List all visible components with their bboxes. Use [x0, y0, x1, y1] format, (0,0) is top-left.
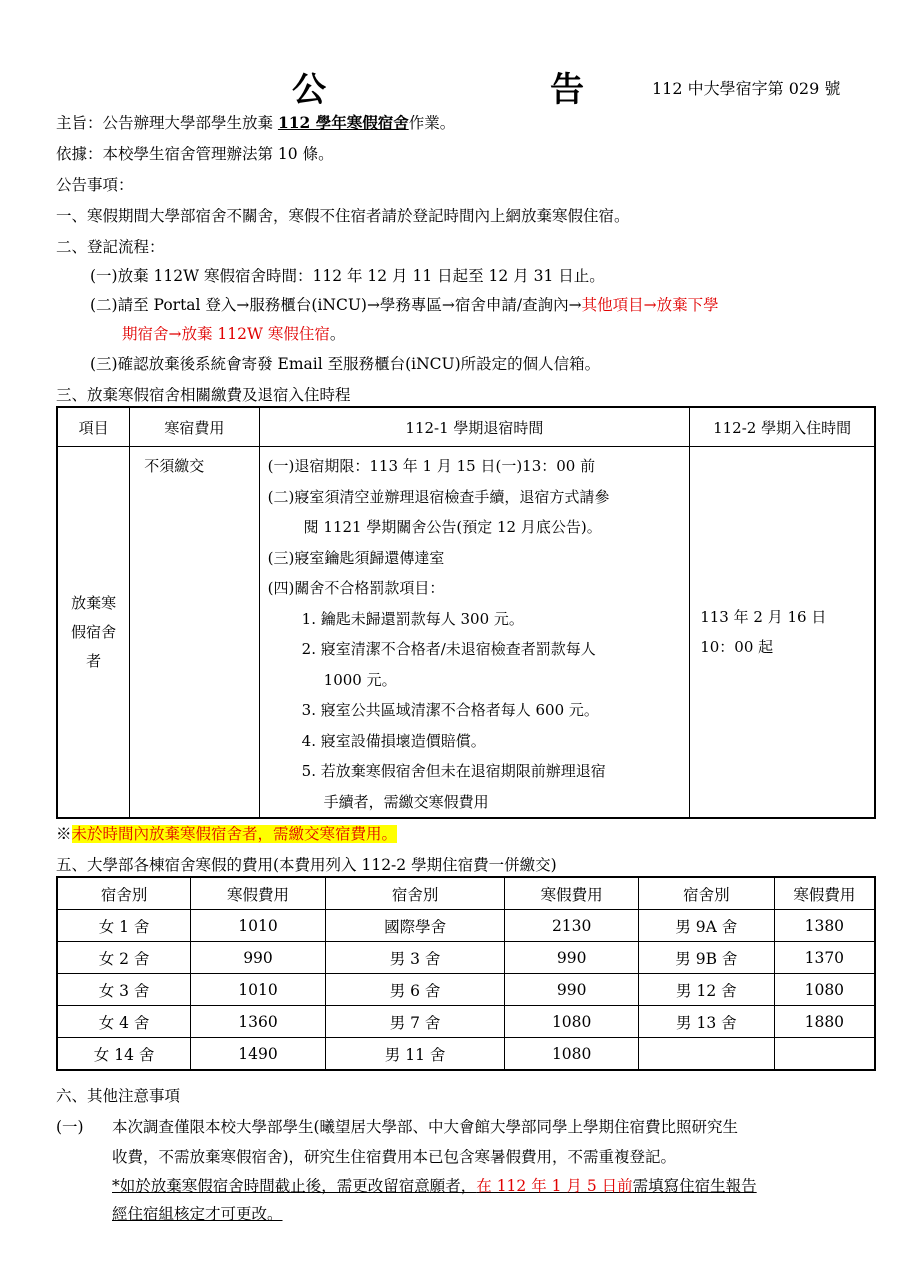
row-label-line: 假宿舍 [71, 622, 117, 641]
item-6-line-3 [112, 1174, 757, 1196]
header-cell: 寒假費用 [505, 877, 639, 910]
table-cell: 女 14 舍 [57, 1038, 191, 1071]
item-5-heading: 五、大學部各棟宿舍寒假的費用(本費用列入 112-2 學期住宿費一併繳交) [56, 856, 557, 874]
header-cell: 112-1 學期退宿時間 [259, 407, 690, 447]
table-cell: 1880 [774, 1006, 875, 1038]
header-cell: 宿舍別 [639, 877, 775, 910]
table-cell: 男 9A 舍 [639, 910, 775, 942]
table-cell: 男 12 舍 [639, 974, 775, 1006]
item-6-marker: (一) [56, 1118, 84, 1136]
table-cell: 男 6 舍 [325, 974, 504, 1006]
table-cell: 990 [191, 942, 326, 974]
fee-cell [130, 447, 259, 819]
checkout-line: 5. 若放棄寒假宿舍但未在退宿期限前辦理退宿 [301, 762, 606, 780]
item-6-line-3-b: 需填寫住宿生報告 [632, 1177, 757, 1195]
item-6-line-3-a: *如於放棄寒假宿舍時間截止後，需更改留宿意願者， [112, 1177, 477, 1195]
fee-value: 不須繳交 [144, 457, 205, 475]
table-cell: 男 3 舍 [325, 942, 504, 974]
dorm-fee-table [56, 876, 876, 1071]
item-6-line-1: 本次調查僅限本校大學部學生(曦望居大學部、中大會館大學部同學上學期住宿費比照研究生 [112, 1118, 739, 1136]
header-cell: 112-2 學期入住時間 [690, 407, 875, 447]
table-cell: 1010 [191, 974, 326, 1006]
table-row [57, 1006, 875, 1038]
table-cell: 女 2 舍 [57, 942, 191, 974]
checkout-line: 1. 鑰匙未歸還罰款每人 300 元。 [301, 609, 524, 628]
checkin-line: 10：00 起 [700, 638, 774, 656]
item-2-sub-2-cont [122, 322, 345, 344]
table-cell: 1080 [505, 1038, 639, 1071]
subject-suffix: 作業。 [408, 114, 456, 132]
header-cell: 寒假費用 [774, 877, 875, 910]
item-6-line-2: 收費，不需放棄寒假宿舍)，研究生住宿費用本已包含寒暑假費用，不需重複登記。 [112, 1148, 677, 1166]
checkout-line: 2. 寢室清潔不合格者/未退宿檢查者罰款每人 [301, 640, 596, 658]
table-row [57, 942, 875, 974]
subject-prefix: 主旨：公告辦理大學部學生放棄 [56, 114, 278, 132]
checkin-line: 113 年 2 月 16 日 [700, 608, 827, 626]
note-highlight: 未於時間內放棄寒假宿舍者，需繳交寒宿費用。 [71, 825, 398, 843]
title-char-left: 公 [292, 70, 326, 110]
item-6-heading: 六、其他注意事項 [56, 1087, 181, 1105]
note-mark: ※ [56, 825, 72, 843]
item-2-sub-2-red: 其他項目→放棄下學 [581, 296, 719, 314]
table-cell: 1490 [191, 1038, 326, 1071]
item-3-heading: 三、放棄寒假宿舍相關繳費及退宿入住時程 [56, 386, 351, 404]
subject-line [56, 111, 455, 133]
item-2-sub-2-red-cont: 期宿舍→放棄 112W 寒假住宿 [122, 325, 330, 343]
checkout-line: 閱 1121 學期關舍公告(預定 12 月底公告)。 [303, 518, 602, 536]
table-row [57, 1038, 875, 1071]
item-2-sub-1: (一)放棄 112W 寒假宿舍時間：112 年 12 月 11 日起至 12 月 31 日止。 [90, 267, 605, 285]
table-row [57, 910, 875, 942]
checkout-schedule-table [56, 406, 876, 819]
item-2-sub-3: (三)確認放棄後系統會寄發 Email 至服務櫃台(iNCU)所設定的個人信箱。 [90, 355, 601, 373]
checkin-cell [690, 447, 875, 819]
item-1: 一、寒假期間大學部宿舍不關舍，寒假不住宿者請於登記時間內上網放棄寒假住宿。 [56, 207, 630, 225]
table-cell: 女 3 舍 [57, 974, 191, 1006]
item-6-line-4: 經住宿組核定才可更改。 [112, 1205, 283, 1223]
table-cell: 1370 [774, 942, 875, 974]
table-cell: 女 1 舍 [57, 910, 191, 942]
table-cell: 男 9B 舍 [639, 942, 775, 974]
table-cell: 990 [505, 974, 639, 1006]
item-2-sub-2-end: 。 [329, 325, 346, 343]
checkout-line: (一)退宿期限：113 年 1 月 15 日(一)13：00 前 [267, 457, 596, 475]
table-header-row [57, 877, 875, 910]
table-cell: 男 13 舍 [639, 1006, 775, 1038]
basis-line: 依據：本校學生宿舍管理辦法第 10 條。 [56, 145, 334, 163]
checkout-line: (三)寢室鑰匙須歸還傳達室 [267, 548, 445, 567]
title-char-right: 告 [550, 70, 584, 110]
checkout-line: 3. 寢室公共區域清潔不合格者每人 600 元。 [301, 701, 599, 719]
table-cell: 男 7 舍 [325, 1006, 504, 1038]
table-cell: 990 [505, 942, 639, 974]
table-cell [774, 1038, 875, 1071]
checkout-line: 1000 元。 [323, 670, 397, 689]
table-cell: 1010 [191, 910, 326, 942]
header-cell: 宿舍別 [57, 877, 191, 910]
items-heading: 公告事項： [56, 176, 134, 194]
item-2-heading: 二、登記流程： [56, 238, 165, 256]
row-label-cell [57, 447, 130, 819]
table-cell [639, 1038, 775, 1071]
table-cell: 1380 [774, 910, 875, 942]
header-cell: 宿舍別 [325, 877, 504, 910]
table-cell: 1080 [505, 1006, 639, 1038]
table-cell: 1080 [774, 974, 875, 1006]
table-row [57, 974, 875, 1006]
item-2-sub-2-text: (二)請至 Portal 登入→服務櫃台(iNCU)→學務專區→宿舍申請/查詢內→ [90, 296, 582, 314]
table-header-row [57, 407, 875, 447]
header-cell: 寒假費用 [191, 877, 326, 910]
table-cell: 2130 [505, 910, 639, 942]
fee-note [56, 822, 397, 844]
row-label-line: 者 [86, 651, 102, 670]
checkout-cell [259, 447, 690, 819]
item-6-deadline: 在 112 年 1 月 5 日前 [476, 1177, 633, 1195]
row-label-line: 放棄寒 [71, 593, 117, 612]
table-cell: 男 11 舍 [325, 1038, 504, 1071]
document-number: 112 中大學宿字第 029 號 [652, 79, 841, 98]
table-cell: 國際學舍 [325, 910, 504, 942]
subject-highlight: 112 學年寒假宿舍 [277, 113, 409, 132]
header-cell: 寒宿費用 [130, 407, 259, 447]
table-row [57, 447, 875, 819]
table-cell: 1360 [191, 1006, 326, 1038]
checkout-line: 手續者，需繳交寒假費用 [323, 792, 489, 811]
checkout-line: (二)寢室須清空並辦理退宿檢查手續，退宿方式請參 [267, 487, 610, 506]
table-cell: 女 4 舍 [57, 1006, 191, 1038]
header-cell: 項目 [57, 407, 130, 447]
item-2-sub-2 [90, 293, 719, 315]
checkout-line: (四)關舍不合格罰款項目： [267, 579, 445, 597]
checkout-line: 4. 寢室設備損壞造價賠償。 [301, 731, 486, 750]
